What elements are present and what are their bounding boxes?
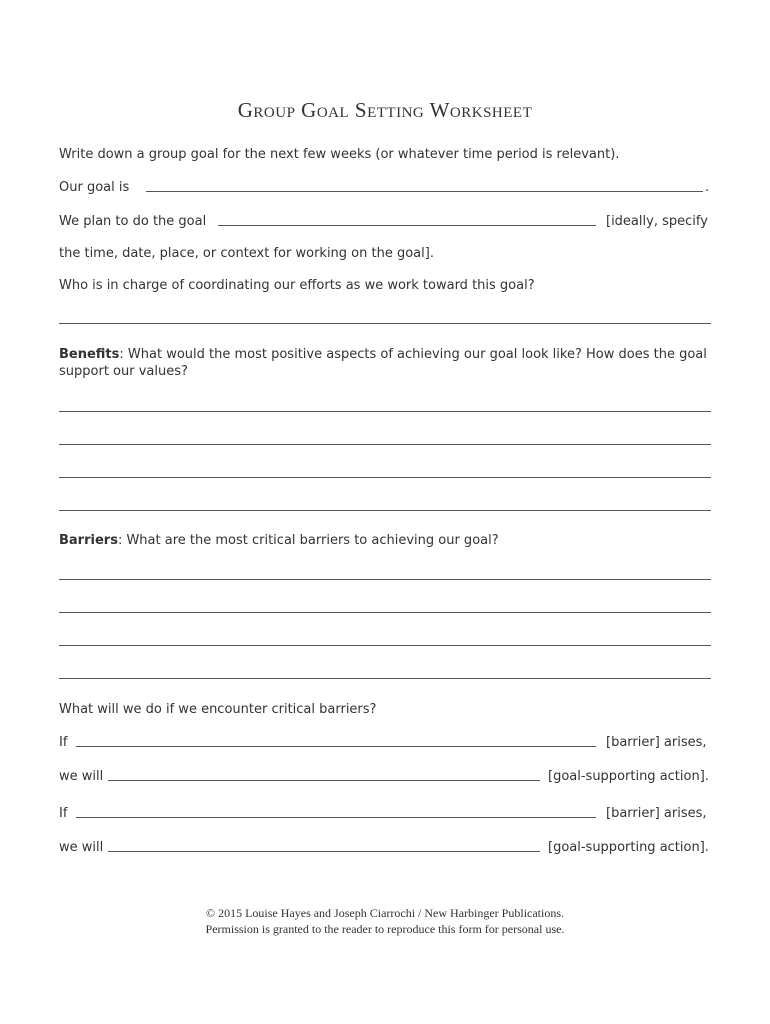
copyright-line: © 2015 Louise Hayes and Joseph Ciarrochi / New Harbinger Publications. [205,906,565,920]
barriers-question: : What are the most critical barriers to achieving our goal? [117,533,499,548]
we-will-label: we will [59,840,104,855]
we-will-label: we will [59,769,104,784]
action-field[interactable] [108,851,540,852]
goal-field[interactable] [146,191,703,192]
page-title: Group Goal Setting Worksheet [237,98,533,122]
if-label: If [59,735,68,750]
barriers-line[interactable] [59,579,711,580]
barriers-line[interactable] [59,612,711,613]
benefits-line[interactable] [59,411,711,412]
goal-label: Our goal is [59,180,130,195]
barriers-line[interactable] [59,678,711,679]
barriers-heading: Barriers [59,533,118,548]
barriers-prompt [59,532,499,549]
permission-line: Permission is granted to the reader to reproduce this form for personal use. [205,922,565,936]
coordinator-field[interactable] [59,323,711,324]
barrier-suffix: [barrier] arises, [606,806,707,821]
benefits-prompt [59,346,711,380]
coordinator-question: Who is in charge of coordinating our efforts as we work toward this goal? [59,278,535,293]
barriers-line[interactable] [59,645,711,646]
barrier-field[interactable] [76,746,596,747]
benefits-question: : What would the most positive aspects of achieving our goal look like? How does the goal support our values? [59,347,707,379]
plan-suffix: [ideally, specify [606,214,708,229]
benefits-line[interactable] [59,444,711,445]
benefits-heading: Benefits [59,347,120,362]
barrier-suffix: [barrier] arises, [606,735,707,750]
action-field[interactable] [108,780,540,781]
benefits-line[interactable] [59,477,711,478]
barrier-field[interactable] [76,817,596,818]
intro-text: Write down a group goal for the next few weeks (or whatever time period is relevant). [59,147,620,162]
plan-label: We plan to do the goal [59,214,207,229]
benefits-line[interactable] [59,510,711,511]
plan-continuation: the time, date, place, or context for working on the goal]. [59,246,434,261]
plan-b-question: What will we do if we encounter critical barriers? [59,702,377,717]
action-suffix: [goal-supporting action]. [548,769,709,784]
plan-field[interactable] [218,225,596,226]
action-suffix: [goal-supporting action]. [548,840,709,855]
if-label: If [59,806,68,821]
copyright-footer [0,905,770,937]
goal-period: . [705,180,710,195]
